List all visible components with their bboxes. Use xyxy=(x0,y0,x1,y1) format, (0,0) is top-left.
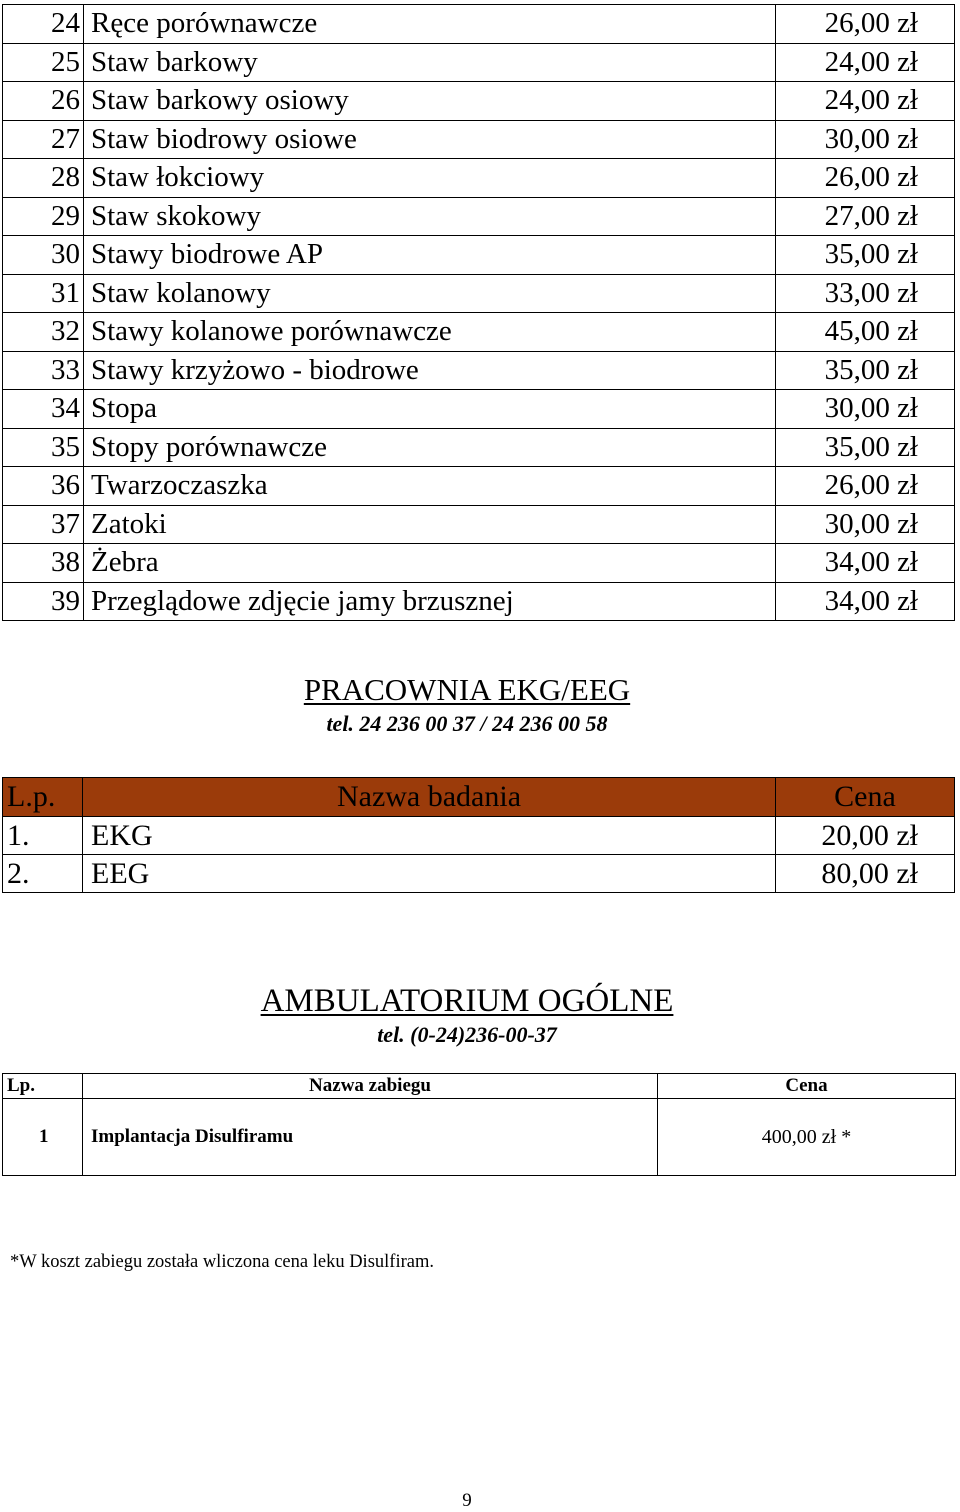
ekg-price-table xyxy=(2,777,955,893)
table-row xyxy=(3,428,955,467)
row-name: Stopy porównawcze xyxy=(84,428,776,467)
table-row xyxy=(3,120,955,159)
table-row xyxy=(3,43,955,82)
ambulatory-header-price: Cena xyxy=(658,1074,956,1099)
row-price: 30,00 zł xyxy=(776,505,955,544)
row-number: 32 xyxy=(3,313,84,352)
ambulatory-row-name: Implantacja Disulfiramu xyxy=(83,1099,658,1176)
row-name: Staw skokowy xyxy=(84,197,776,236)
row-number: 29 xyxy=(3,197,84,236)
ambulatory-row-price: 400,00 zł * xyxy=(658,1099,956,1176)
row-price: 34,00 zł xyxy=(776,544,955,583)
row-price: 30,00 zł xyxy=(776,120,955,159)
row-number: 38 xyxy=(3,544,84,583)
row-name: Stawy biodrowe AP xyxy=(84,236,776,275)
row-name: Żebra xyxy=(84,544,776,583)
table-row xyxy=(3,236,955,275)
ambulatory-section-phone: tel. (0-24)236-00-37 xyxy=(377,1022,557,1047)
table-row xyxy=(3,817,955,855)
table-row xyxy=(3,82,955,121)
row-name: Staw barkowy osiowy xyxy=(84,82,776,121)
row-number: 31 xyxy=(3,274,84,313)
row-name: Ręce porównawcze xyxy=(84,5,776,44)
row-number: 27 xyxy=(3,120,84,159)
ambulatory-table-header-row xyxy=(3,1074,956,1099)
row-name: Twarzoczaszka xyxy=(84,467,776,506)
table-row xyxy=(3,544,955,583)
ekg-row-number: 1. xyxy=(3,817,83,855)
radiology-table-body xyxy=(3,5,955,621)
row-name: Zatoki xyxy=(84,505,776,544)
row-name: Stawy krzyżowo - biodrowe xyxy=(84,351,776,390)
row-number: 37 xyxy=(3,505,84,544)
row-price: 35,00 zł xyxy=(776,236,955,275)
row-price: 35,00 zł xyxy=(776,351,955,390)
table-row xyxy=(3,505,955,544)
row-price: 30,00 zł xyxy=(776,390,955,429)
row-price: 27,00 zł xyxy=(776,197,955,236)
ambulatory-row-number: 1 xyxy=(3,1099,83,1176)
row-price: 24,00 zł xyxy=(776,43,955,82)
row-number: 26 xyxy=(3,82,84,121)
row-price: 24,00 zł xyxy=(776,82,955,121)
row-price: 26,00 zł xyxy=(776,467,955,506)
table-row xyxy=(3,313,955,352)
row-name: Staw barkowy xyxy=(84,43,776,82)
table-row xyxy=(3,467,955,506)
row-name: Staw kolanowy xyxy=(84,274,776,313)
radiology-price-table xyxy=(2,4,955,621)
row-name: Staw biodrowy osiowe xyxy=(84,120,776,159)
row-number: 35 xyxy=(3,428,84,467)
ekg-row-name: EKG xyxy=(83,817,776,855)
ambulatory-header-lp: Lp. xyxy=(3,1074,83,1099)
ekg-section-title: PRACOWNIA EKG/EEG xyxy=(303,672,631,707)
row-number: 25 xyxy=(3,43,84,82)
ambulatory-section-title: AMBULATORIUM OGÓLNE xyxy=(260,983,674,1019)
row-price: 33,00 zł xyxy=(776,274,955,313)
row-number: 30 xyxy=(3,236,84,275)
ekg-row-number: 2. xyxy=(3,855,83,893)
row-price: 45,00 zł xyxy=(776,313,955,352)
row-name: Stopa xyxy=(84,390,776,429)
footnote: *W koszt zabiegu została wliczona cena leku Disulfiram. xyxy=(10,1252,434,1272)
row-price: 34,00 zł xyxy=(776,582,955,621)
table-row xyxy=(3,390,955,429)
table-row xyxy=(3,855,955,893)
row-number: 28 xyxy=(3,159,84,198)
table-row xyxy=(3,1099,956,1176)
page-number: 9 xyxy=(462,1490,472,1511)
row-price: 26,00 zł xyxy=(776,159,955,198)
ekg-table-header-row xyxy=(3,778,955,817)
row-name: Staw łokciowy xyxy=(84,159,776,198)
table-row xyxy=(3,197,955,236)
table-row xyxy=(3,159,955,198)
ekg-row-name: EEG xyxy=(83,855,776,893)
row-number: 36 xyxy=(3,467,84,506)
row-price: 35,00 zł xyxy=(776,428,955,467)
ekg-header-name: Nazwa badania xyxy=(83,778,776,817)
ekg-row-price: 80,00 zł xyxy=(776,855,955,893)
ekg-row-price: 20,00 zł xyxy=(776,817,955,855)
row-price: 26,00 zł xyxy=(776,5,955,44)
ambulatory-header-name: Nazwa zabiegu xyxy=(83,1074,658,1099)
row-name: Przeglądowe zdjęcie jamy brzusznej xyxy=(84,582,776,621)
ambulatory-price-table xyxy=(2,1073,956,1176)
table-row xyxy=(3,5,955,44)
row-number: 24 xyxy=(3,5,84,44)
table-row xyxy=(3,274,955,313)
table-row xyxy=(3,582,955,621)
row-name: Stawy kolanowe porównawcze xyxy=(84,313,776,352)
row-number: 39 xyxy=(3,582,84,621)
table-row xyxy=(3,351,955,390)
ekg-section-phone: tel. 24 236 00 37 / 24 236 00 58 xyxy=(326,711,608,736)
row-number: 33 xyxy=(3,351,84,390)
ekg-header-price: Cena xyxy=(776,778,955,817)
row-number: 34 xyxy=(3,390,84,429)
ekg-header-lp: L.p. xyxy=(3,778,83,817)
